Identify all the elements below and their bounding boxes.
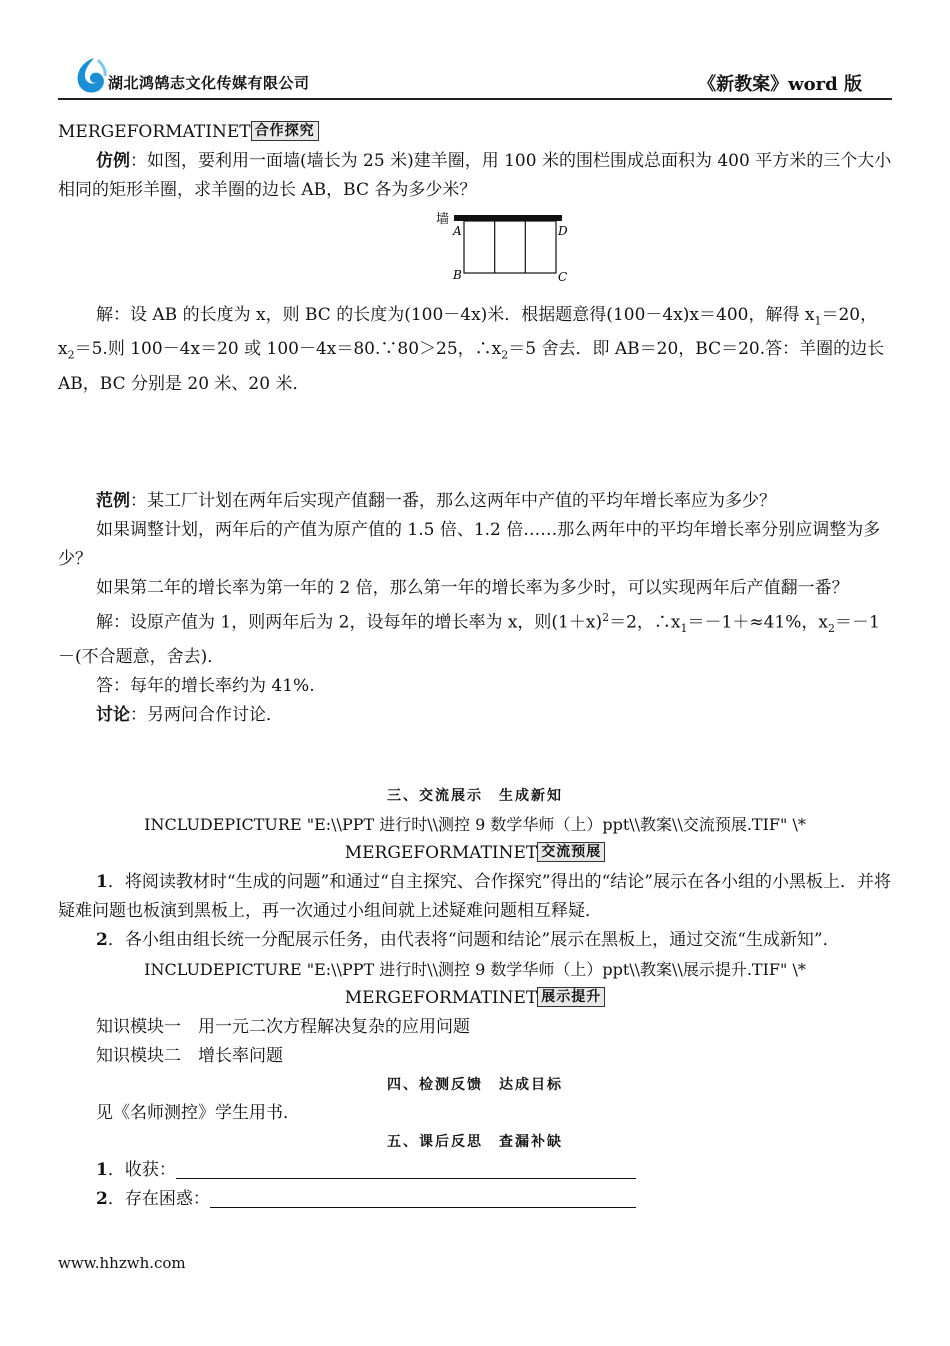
- point-b-label: B: [453, 268, 462, 282]
- model-example-q1: [58, 487, 892, 516]
- section-3-item-1: [58, 868, 892, 926]
- model-example-answer: 答：每年的增长率约为 41%.: [96, 675, 315, 696]
- subscript: 1: [814, 314, 822, 328]
- superscript: 2: [602, 610, 610, 624]
- section-label-exchange: 交流预展: [537, 842, 605, 862]
- item-number: 2: [96, 1188, 108, 1209]
- discussion-title: 讨论: [96, 704, 130, 725]
- section-5-title: 五、课后反思 查漏补缺: [387, 1133, 563, 1150]
- sol-text-c: ＝－1＋≈41%，x: [687, 612, 828, 633]
- section-label-showcase: 展示提升: [537, 987, 605, 1007]
- model-example-q1-text: ：某工厂计划在两年后实现产值翻一番，那么这两年中产值的平均年增长率应为多少？: [130, 490, 776, 511]
- model-example-title: 范例: [96, 490, 130, 511]
- page-header: [58, 52, 892, 100]
- section-4-text: 见《名师测控》学生用书．: [96, 1102, 300, 1123]
- point-d-label: D: [558, 224, 568, 238]
- item-text: ．将阅读教材时“生成的问题”和通过“自主探究、合作探究”得出的“结论”展示在各小组的小黑板上．并将疑难问题也板演到黑板上，再一次通过小组间就上述疑难问题相互释疑．: [58, 871, 891, 921]
- item-text: ．各小组由组长统一分配展示任务，由代表将“问题和结论”展示在黑板上，通过交流“生成新知”．: [107, 929, 840, 950]
- section-4-title: 四、检测反馈 达成目标: [387, 1076, 563, 1093]
- solution-text-3: ＝5.则 100－4x＝20 或 100－4x＝80.∵80＞25，∴x: [74, 339, 502, 360]
- spacer: [58, 730, 892, 782]
- knowledge-module-2: 知识模块二 增长率问题: [96, 1045, 283, 1066]
- solution-text-1: 解：设 AB 的长度为 x，则 BC 的长度为(100－4x)米．根据题意得(100－4x)x＝400，解得 x: [96, 305, 815, 325]
- wall-label: 墙: [436, 212, 450, 227]
- company-name: 湖北鸿鹄志文化传媒有限公司: [108, 74, 310, 92]
- point-c-label: C: [558, 270, 568, 284]
- company-logo-icon: [72, 56, 110, 96]
- confusion-blank-line[interactable]: [210, 1189, 636, 1208]
- section-label-cooperate: 合作探究: [251, 121, 319, 141]
- wall-bar: [454, 215, 562, 221]
- item-text: ．存在困惑：: [107, 1188, 210, 1209]
- item-number: 1: [96, 871, 108, 892]
- item-number: 1: [96, 1159, 108, 1180]
- sol-text-b: ＝2，∴x: [609, 612, 681, 633]
- document-body: [58, 118, 892, 1214]
- merge-format-text: MERGEFORMATINET: [344, 987, 538, 1008]
- point-a-label: A: [453, 224, 462, 238]
- include-picture-field-1: INCLUDEPICTURE "E:\\PPT 进行时\\测控 9 数学华师（上）ppt\\教案\\交流预展.TIF" \*: [144, 814, 806, 834]
- reflection-confusion: [58, 1185, 892, 1214]
- sol-text-a: 解：设原产值为 1，则两年后为 2，设每年的增长率为 x，则(1＋x): [96, 612, 603, 633]
- merge-format-text: MERGEFORMATINET: [58, 122, 251, 142]
- section-3-item-2: [58, 926, 892, 955]
- solution-text-4: ＝5 舍去．即 AB＝20，BC＝20.答：羊圈的边长 AB，BC 分别是 20 米、20 米．: [58, 339, 885, 394]
- merge-format-text: MERGEFORMATINET: [344, 842, 538, 863]
- example-title: 仿例: [96, 151, 130, 171]
- subscript: 2: [67, 348, 75, 362]
- subscript: 1: [680, 621, 688, 635]
- merge-field-line-2: [58, 839, 892, 868]
- footer-url[interactable]: www.hhzwh.com: [58, 1254, 186, 1272]
- include-picture-field-2: INCLUDEPICTURE "E:\\PPT 进行时\\测控 9 数学华师（上）ppt\\教案\\展示提升.TIF" \*: [144, 959, 806, 979]
- item-number: 2: [96, 929, 108, 950]
- subscript: 2: [501, 348, 509, 362]
- gains-blank-line[interactable]: [176, 1160, 636, 1179]
- example-text: ：如图，要利用一面墙(墙长为 25 米)建羊圈，用 100 米的围栏围成总面积为 400 平方米的三个大小相同的矩形羊圈，求羊圈的边长 AB，BC 各为多少米？: [58, 151, 892, 200]
- merge-field-line-3: [58, 984, 892, 1013]
- pen-outline: [464, 221, 556, 273]
- section-3-title: 三、交流展示 生成新知: [387, 787, 563, 804]
- sol-text-d: ＝－1－(不合题意，舍去)．: [58, 612, 880, 667]
- model-example-solution: [58, 603, 892, 672]
- subscript: 2: [827, 621, 835, 635]
- model-example-q3: 如果第二年的增长率为第一年的 2 倍，那么第一年的增长率为多少时，可以实现两年后产值翻一番？: [96, 577, 849, 598]
- document-tag: 《新教案》word 版: [698, 74, 862, 95]
- discussion-text: ：另两问合作讨论．: [130, 704, 283, 725]
- item-text: ．收获：: [107, 1159, 176, 1180]
- spacer: [58, 399, 892, 487]
- merge-field-line: [58, 118, 892, 147]
- example-solution: [58, 301, 892, 399]
- solution-text-2: ＝20，x: [58, 305, 878, 360]
- discussion: [58, 701, 892, 730]
- sheep-pen-diagram: [430, 209, 570, 285]
- example-problem: [58, 147, 892, 205]
- reflection-gains: [58, 1156, 892, 1185]
- model-example-q2: 如果调整计划，两年后的产值为原产值的 1.5 倍、1.2 倍……那么两年中的平均年增长率分别应调整为多少？: [58, 519, 881, 569]
- knowledge-module-1: 知识模块一 用一元二次方程解决复杂的应用问题: [96, 1016, 470, 1037]
